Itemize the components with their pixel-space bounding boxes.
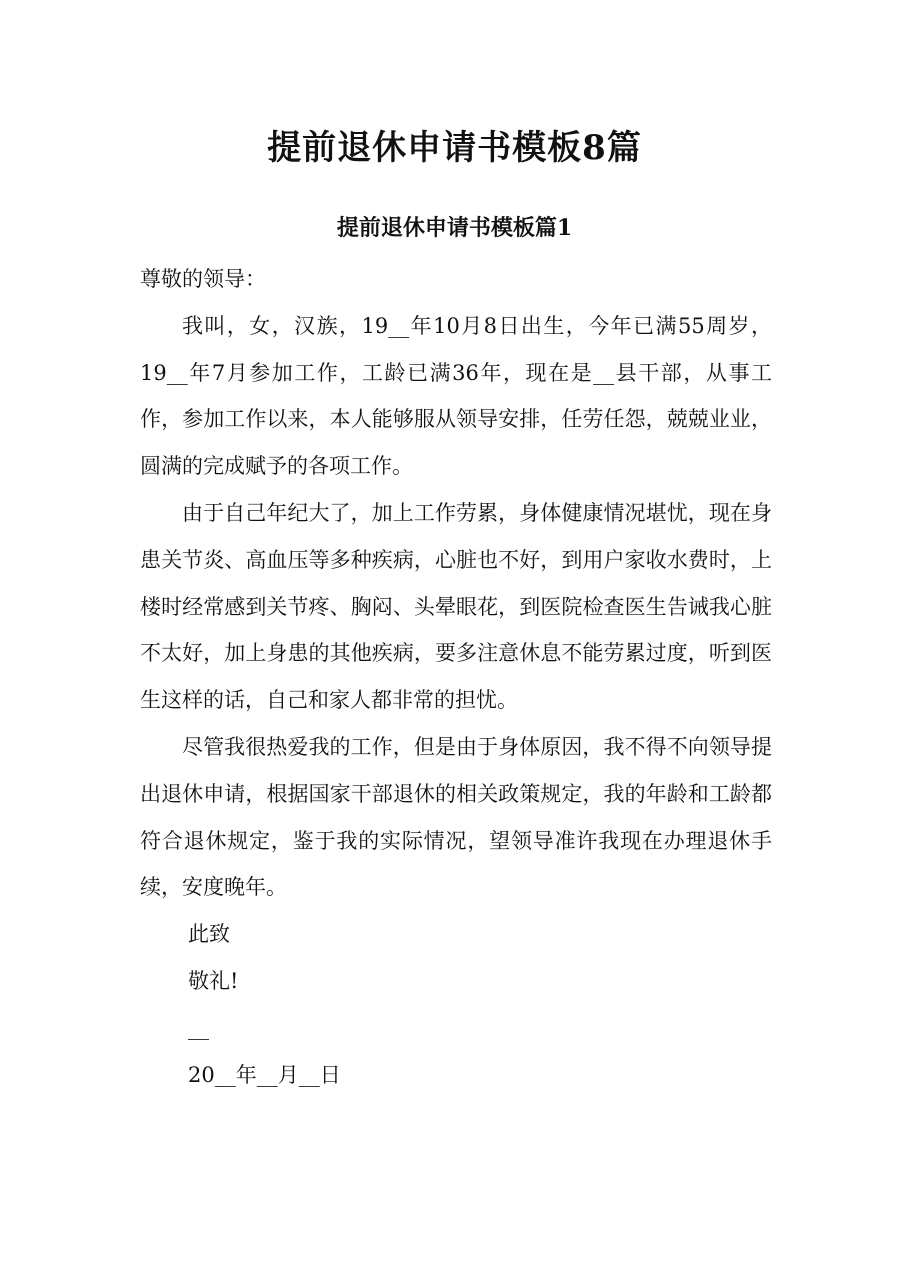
date-line: 20__年__月__日 [188, 1062, 341, 1087]
signature-line: __ [188, 1015, 209, 1040]
document-title: 提前退休申请书模板8篇 [267, 128, 642, 168]
letter-body [140, 256, 772, 1098]
paragraph-3: 尽管我很热爱我的工作，但是由于身体原因，我不得不向领导提出退休申请，根据国家干部退休的相关政策规定，我的年龄和工龄都符合退休规定，鉴于我的实际情况，望领导准许我现在办理退休手续，安度晚年。 [140, 734, 772, 900]
paragraph-2: 由于自己年纪大了，加上工作劳累，身体健康情况堪忧，现在身患关节炎、高血压等多种疾病，心脏也不好，到用户家收水费时，上楼时经常感到关节疼、胸闷、头晕眼花，到医院检查医生告诫我心脏不太好，加上身患的其他疾病，要多注意休息不能劳累过度，听到医生这样的话，自己和家人都非常的担忧。 [140, 500, 772, 713]
salutation: 尊敬的领导： [140, 267, 266, 291]
closing-line-2: 敬礼! [188, 968, 239, 993]
section-title: 提前退休申请书模板篇1 [336, 215, 573, 241]
paragraph-1: 我叫，女，汉族，19__年10月8日出生，今年已满55周岁，19__年7月参加工作，工龄已满36年，现在是__县干部，从事工作，参加工作以来，本人能够服从领导安排，任劳任怨，兢兢业业，圆满的完成赋予的各项工作。 [140, 313, 772, 479]
closing-line-1: 此致 [188, 922, 230, 947]
